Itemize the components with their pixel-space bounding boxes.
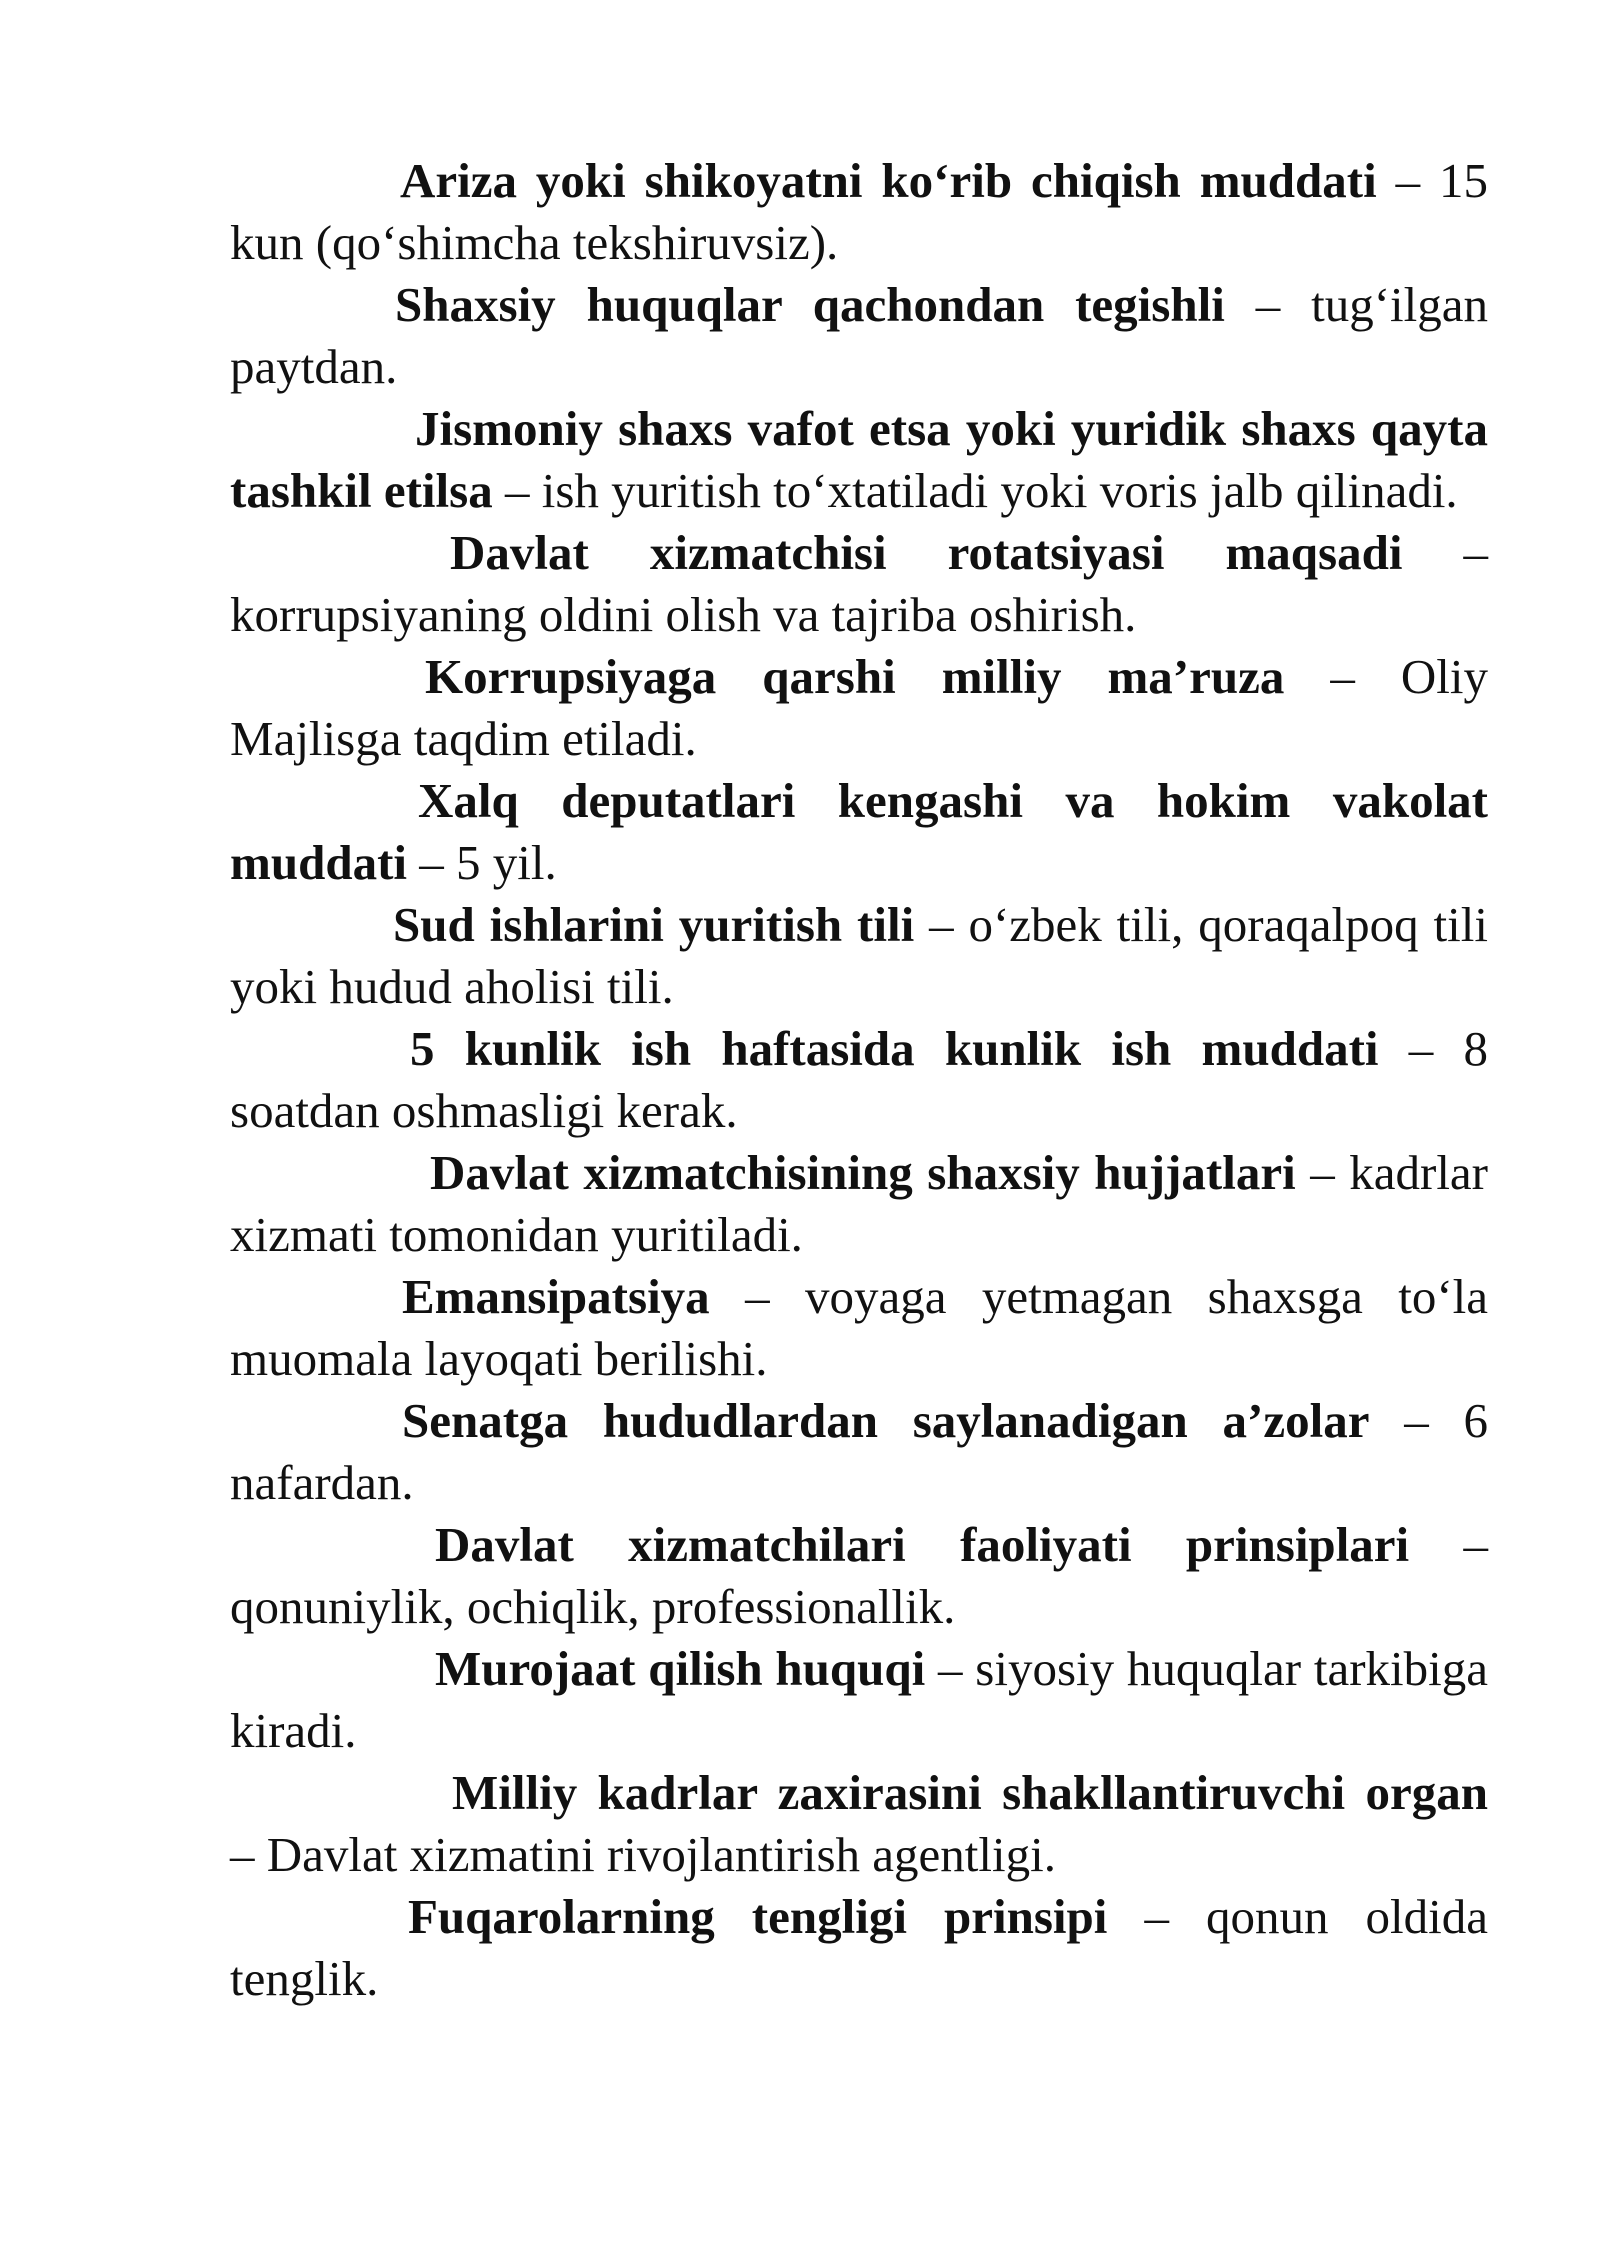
entry-separator: – [1369, 1393, 1464, 1448]
entry-separator: – [407, 835, 457, 890]
entry-separator: – [1295, 1145, 1350, 1200]
entry-definition: ish yuritish to‘xtatiladi yoki voris jalb qilinadi. [541, 463, 1458, 518]
entry-death-or-reorganization [230, 398, 1488, 522]
entry-separator: – [925, 1641, 976, 1696]
entry-separator: – [1378, 1021, 1464, 1076]
entry-separator: – [914, 897, 969, 952]
entry-definition: o‘zbek tili, qoraqalpoq tili yoki hudud aholisi tili. [230, 897, 1489, 1014]
entry-term: Korrupsiyaga qarshi milliy ma’ruza [425, 649, 1285, 704]
entry-separator: – [1224, 277, 1312, 332]
entry-court-language [230, 894, 1488, 1018]
entry-definition: 5 yil. [456, 835, 557, 890]
entry-term: Fuqarolarning tengligi prinsipi [408, 1889, 1108, 1944]
entry-anti-corruption-report [230, 646, 1488, 770]
entry-definition: tug‘ilgan paytdan. [230, 277, 1489, 394]
entry-definition: voyaga yetmagan shaxsga to‘la muomala layoqati berilishi. [230, 1269, 1488, 1386]
entry-term: Milliy kadrlar zaxirasini shakllantiruvchi organ [452, 1765, 1488, 1820]
entry-equality-principle [230, 1886, 1488, 2010]
entry-definition: Davlat xizmatini rivojlantirish agentligi. [266, 1827, 1057, 1882]
entry-personnel-reserve-organ [230, 1762, 1488, 1886]
entry-council-term [230, 770, 1488, 894]
entry-term: Senatga hududlardan saylanadigan a’zolar [402, 1393, 1370, 1448]
entry-term: Jismoniy shaxs vafot etsa yoki yuridik shaxs qayta tashkil etilsa [230, 401, 1488, 518]
entry-separator: – [1284, 649, 1401, 704]
entry-term: Sud ishlarini yuritish tili [393, 897, 915, 952]
entry-senate-members [230, 1390, 1488, 1514]
entry-separator: – [709, 1269, 805, 1324]
entry-separator: – [1409, 1517, 1489, 1572]
entry-term: Xalq deputatlari kengashi va hokim vakolat muddati [230, 773, 1488, 890]
entry-application-review-period [230, 150, 1488, 274]
entry-civil-service-principles [230, 1514, 1488, 1638]
entry-term: 5 kunlik ish haftasida kunlik ish muddati [410, 1021, 1379, 1076]
entry-separator: – [1107, 1889, 1206, 1944]
entry-work-hours [230, 1018, 1488, 1142]
document-body [230, 150, 1488, 2010]
entry-definition: kadrlar xizmati tomonidan yuritiladi. [230, 1145, 1488, 1262]
entry-definition: 6 nafardan. [230, 1393, 1488, 1510]
entry-definition: qonun oldida tenglik. [230, 1889, 1488, 2006]
entry-right-to-appeal [230, 1638, 1488, 1762]
entry-separator: – [492, 463, 542, 518]
entry-definition: siyosiy huquqlar tarkibiga kiradi. [230, 1641, 1488, 1758]
entry-emancipation [230, 1266, 1488, 1390]
entry-rotation-purpose [230, 522, 1488, 646]
entry-term: Davlat xizmatchilari faoliyati prinsiplari [435, 1517, 1410, 1572]
entry-separator: – [230, 1827, 267, 1882]
entry-term: Davlat xizmatchisining shaxsiy hujjatlari [430, 1145, 1296, 1200]
entry-term: Shaxsiy huquqlar qachondan tegishli [395, 277, 1225, 332]
entry-separator: – [1376, 153, 1439, 208]
entry-term: Davlat xizmatchisi rotatsiyasi maqsadi [450, 525, 1403, 580]
entry-definition: korrupsiyaning oldini olish va tajriba oshirish. [230, 587, 1137, 642]
entry-personal-documents [230, 1142, 1488, 1266]
entry-term: Murojaat qilish huquqi [435, 1641, 926, 1696]
entry-definition: 8 soatdan oshmasligi kerak. [230, 1021, 1488, 1138]
entry-definition: 15 kun (qo‘shimcha tekshiruvsiz). [230, 153, 1488, 270]
entry-definition: Oliy Majlisga taqdim etiladi. [230, 649, 1489, 766]
entry-personal-rights [230, 274, 1488, 398]
entry-separator: – [1402, 525, 1489, 580]
entry-definition: qonuniylik, ochiqlik, professionallik. [230, 1579, 956, 1634]
entry-term: Ariza yoki shikoyatni ko‘rib chiqish muddati [400, 153, 1377, 208]
entry-term: Emansipatsiya [402, 1269, 710, 1324]
